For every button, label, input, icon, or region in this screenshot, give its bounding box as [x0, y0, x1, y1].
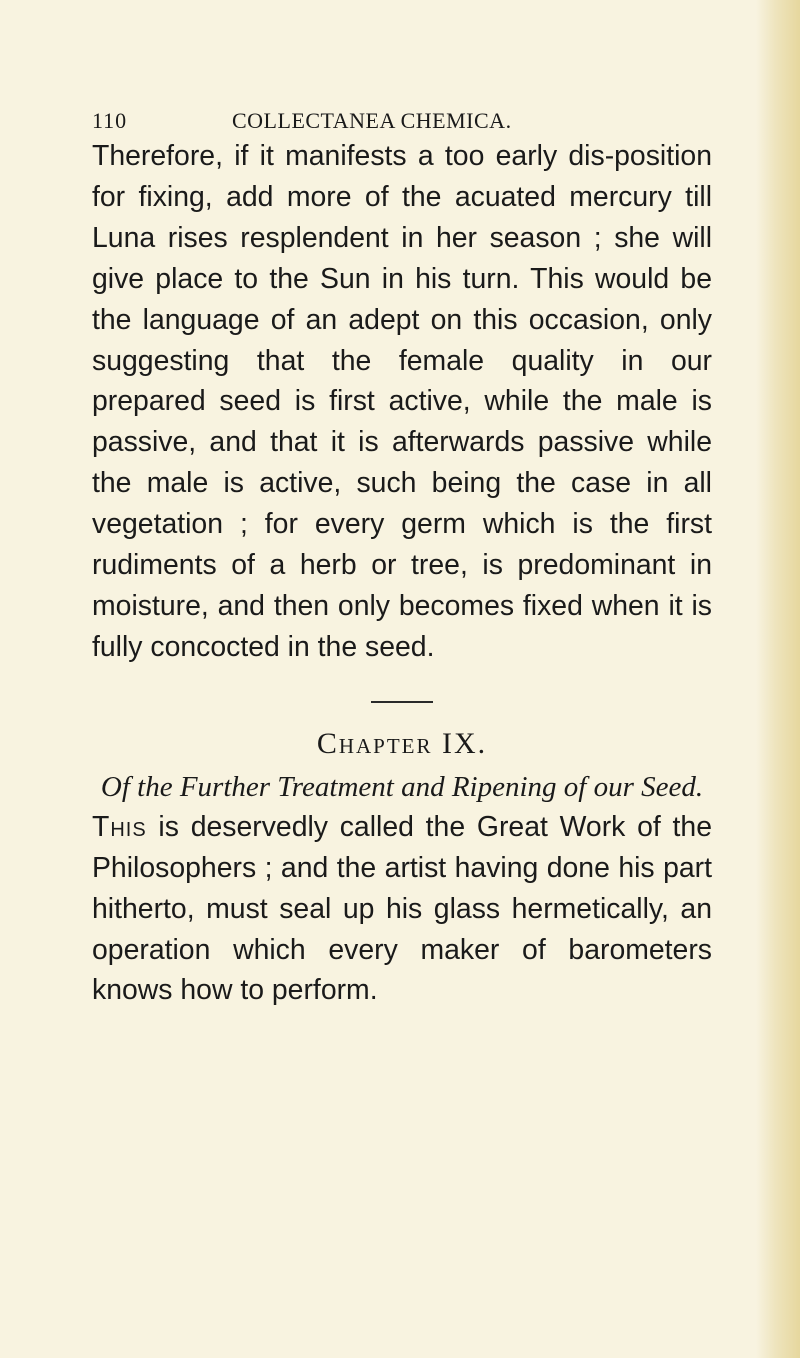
paragraph-lead-word: This [92, 810, 147, 843]
chapter-heading: Chapter IX. [316, 726, 488, 760]
running-title: COLLECTANEA CHEMICA. [232, 108, 512, 133]
running-head [92, 100, 712, 136]
page-number: 110 [92, 108, 128, 133]
body-paragraph-1: Therefore, if it manifests a too early dis-position for fixing, add more of the acuated mercury till Luna rises resplendent in her season ; she will give place to the Sun in his turn. This would be the language of an adept on this occasion, only suggesting that the female quality in our prepared seed is first active, while the male is passive, and that it is afterwards passive while the male is active, such being the case in all vegetation ; for every germ which is the first rudiments of a herb or tree, is predominant in moisture, and then only becomes fixed when it is fully concocted in the seed. [92, 140, 712, 663]
page-edge-shadow [756, 0, 800, 1358]
section-divider-rule [371, 701, 433, 703]
paragraph-2-text: is deservedly called the Great Work of the Philosophers ; and the artist having done his part hitherto, must seal up his glass hermetically, an operation which every maker of barometers knows how to perform. [92, 810, 712, 1007]
chapter-subtitle: Of the Further Treatment and Ripening of our Seed. [100, 770, 704, 803]
book-page [92, 100, 712, 1011]
body-paragraph-2 [92, 807, 712, 1012]
